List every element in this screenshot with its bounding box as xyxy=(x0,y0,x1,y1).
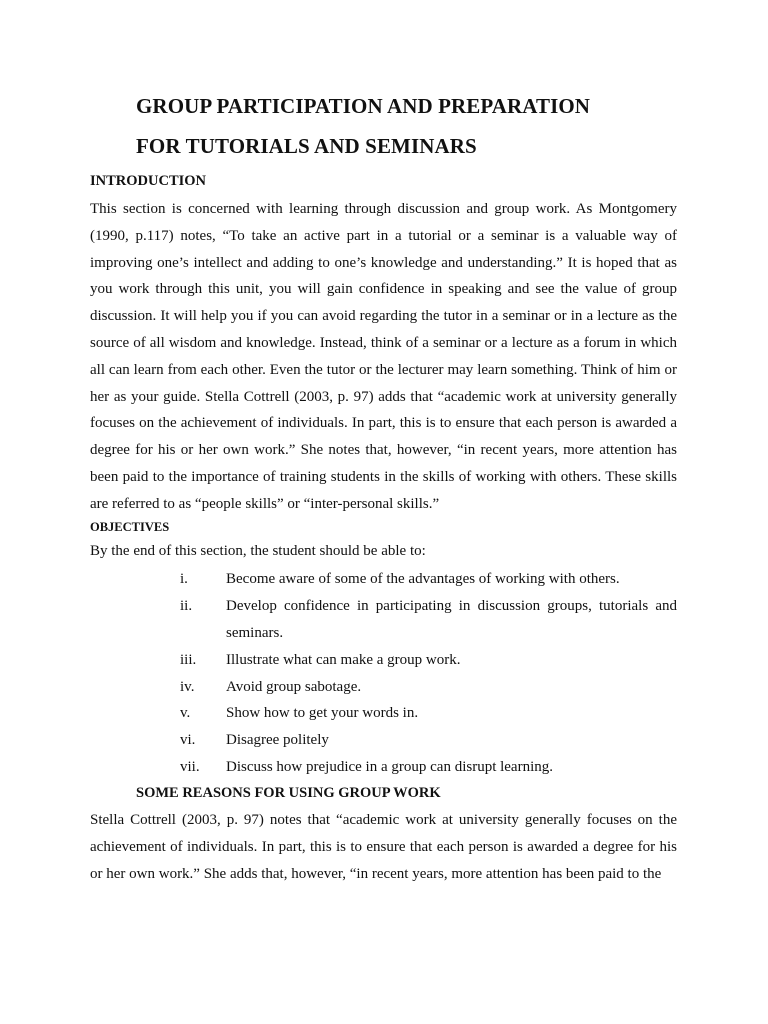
objective-item xyxy=(180,727,677,754)
objective-item xyxy=(180,754,677,781)
objective-text: Avoid group sabotage. xyxy=(226,679,362,695)
objective-item xyxy=(180,647,677,674)
objective-number: vi. xyxy=(180,732,196,748)
objective-item xyxy=(180,700,677,727)
objective-text: Show how to get your words in. xyxy=(226,705,419,721)
objective-number: iii. xyxy=(180,652,197,668)
objectives-heading: OBJECTIVES xyxy=(90,520,170,534)
objective-text: Become aware of some of the advantages of working with others. xyxy=(226,571,620,587)
objective-text: Illustrate what can make a group work. xyxy=(226,652,461,668)
objective-item xyxy=(180,674,677,701)
reasons-paragraph: Stella Cottrell (2003, p. 97) notes that “academic work at university generally focuses on the achievement of individuals. In part, this is to ensure that each person is awarded a degree for his or her own work.” She adds that, however, “in recent years, more attention has been paid to the xyxy=(90,812,677,882)
introduction-heading: INTRODUCTION xyxy=(90,173,207,189)
objective-number: iv. xyxy=(180,679,195,695)
reasons-heading: SOME REASONS FOR USING GROUP WORK xyxy=(136,785,441,801)
objective-number: i. xyxy=(180,571,188,587)
objective-text: Discuss how prejudice in a group can disrupt learning. xyxy=(226,759,554,775)
objective-text: Disagree politely xyxy=(226,732,329,748)
objective-number: ii. xyxy=(180,598,193,614)
objective-text: Develop confidence in participating in discussion groups, tutorials and seminars. xyxy=(226,598,677,641)
document-title-line-2: FOR TUTORIALS AND SEMINARS xyxy=(136,134,477,158)
introduction-paragraph: This section is concerned with learning through discussion and group work. As Montgomery (1990, p.117) notes, “To take an active part in a tutorial or a seminar is a valuable way of improving one’s intellect and adding to one’s knowledge and understanding.” It is hoped that as you work through this unit, you will gain confidence in speaking and see the value of group discussion. It will help you if you can avoid regarding the tutor in a seminar or in a lecture as the source of all wisdom and knowledge. Instead, think of a seminar or a lecture as a forum in which all can learn from each other. Even the tutor or the lecturer may learn something. Think of him or her as your guide. Stella Cottrell (2003, p. 97) adds that “academic work at university generally focuses on the achievement of individuals. In part, this is to ensure that each person is awarded a degree for his or her own work.” She notes that, however, “in recent years, more attention has been paid to the importance of training students in the skills of working with others. These skills are referred to as “people skills” or “inter-personal skills.” xyxy=(90,201,677,512)
objective-number: vii. xyxy=(180,759,200,775)
objective-item xyxy=(180,566,677,593)
objectives-intro: By the end of this section, the student should be able to: xyxy=(90,543,426,559)
document-title-line-1: GROUP PARTICIPATION AND PREPARATION xyxy=(136,94,591,118)
objective-item xyxy=(180,593,677,647)
objective-number: v. xyxy=(180,705,191,721)
